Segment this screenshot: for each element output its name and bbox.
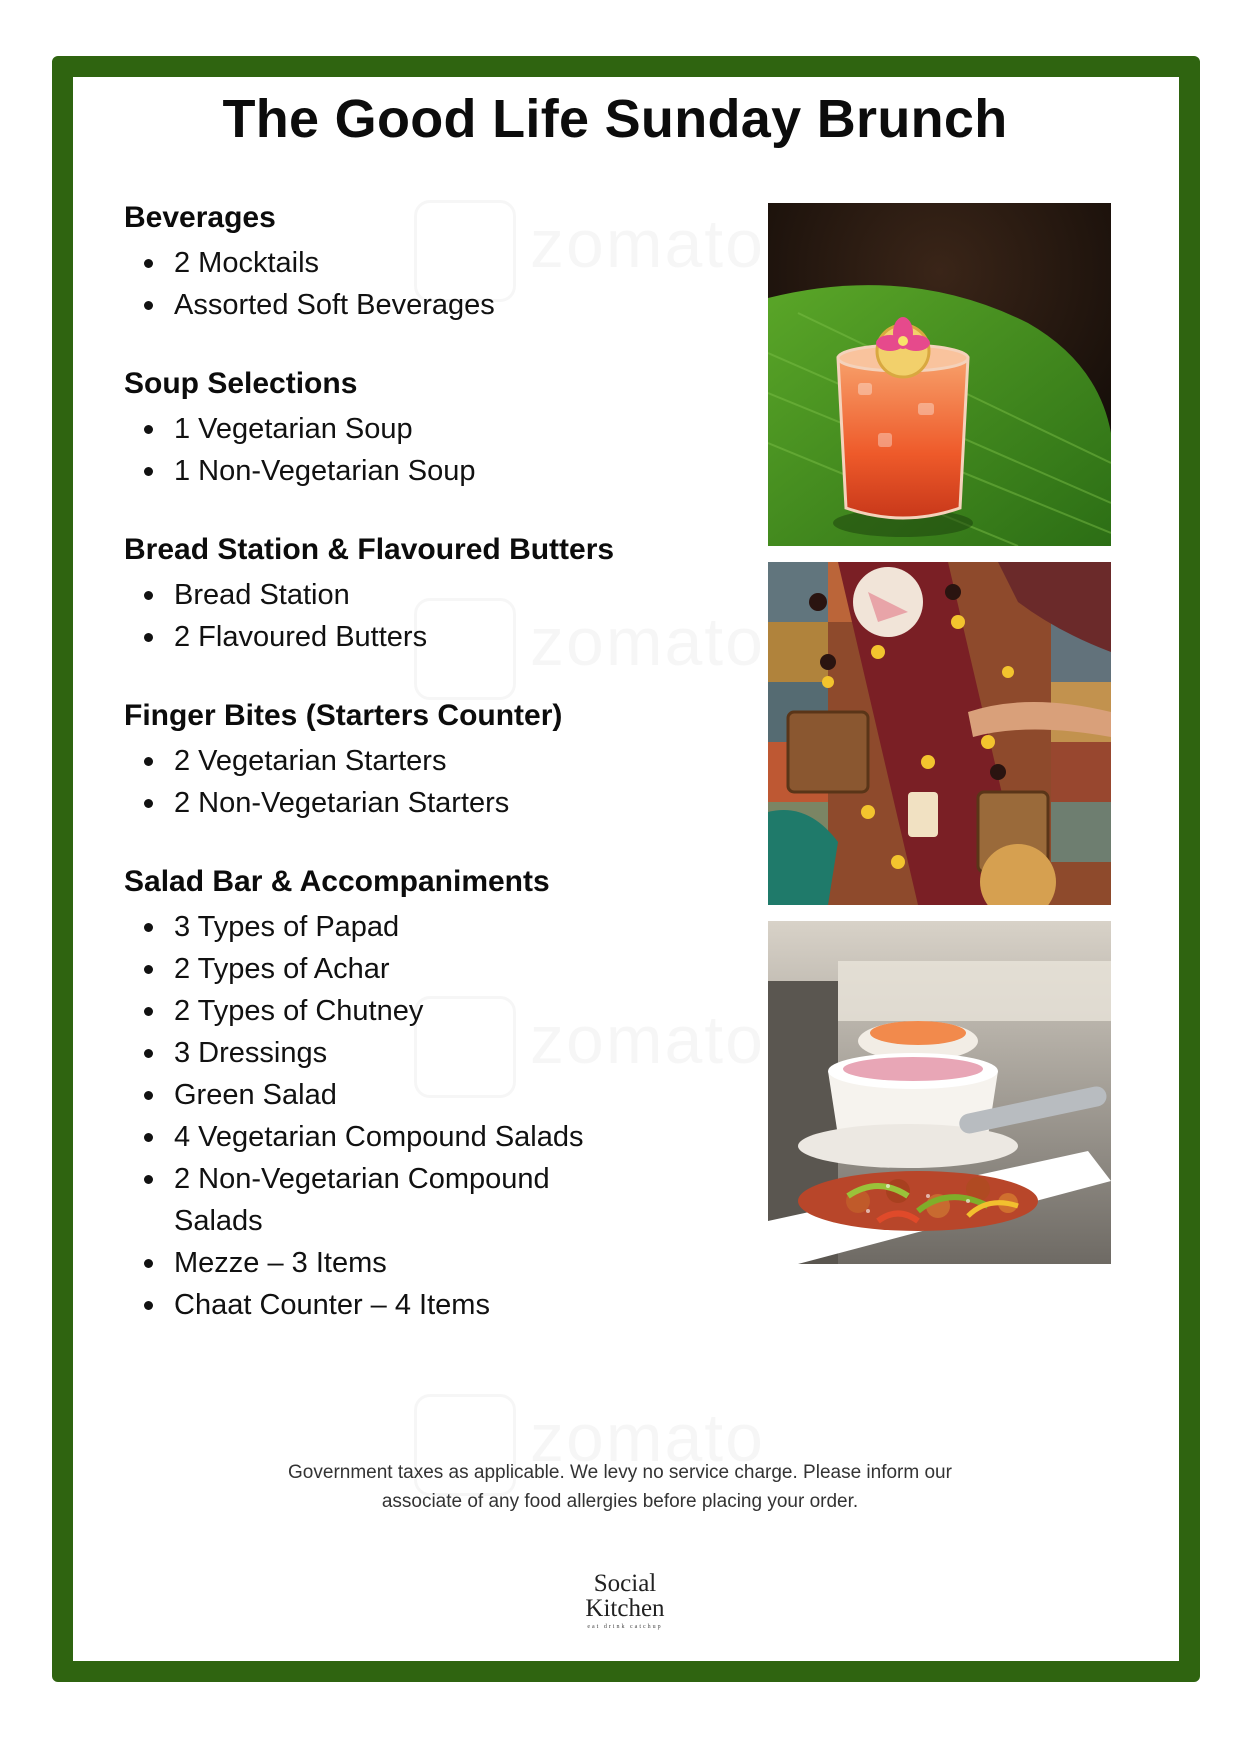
section-heading: Beverages	[124, 201, 276, 234]
logo-line-1: Social	[593, 1570, 657, 1597]
page-title: The Good Life Sunday Brunch	[222, 89, 1008, 149]
section-items	[124, 906, 724, 1326]
section-items	[124, 740, 724, 824]
bullet-icon	[144, 425, 153, 434]
list-item: Bread Station	[124, 574, 724, 616]
section-heading: Salad Bar & Accompaniments	[124, 865, 550, 898]
list-item: Chaat Counter – 4 Items	[124, 1284, 724, 1326]
menu-list	[124, 200, 724, 1366]
menu-section	[124, 200, 724, 326]
bullet-icon	[144, 1091, 153, 1100]
bullet-icon	[144, 1259, 153, 1268]
list-item: 3 Dressings	[124, 1032, 724, 1074]
bullet-icon	[144, 591, 153, 600]
bullet-icon	[144, 1049, 153, 1058]
list-item: 2 Types of Chutney	[124, 990, 724, 1032]
list-item: 2 Non-Vegetarian Starters	[124, 782, 724, 824]
bullet-icon	[144, 301, 153, 310]
social-kitchen-logo	[560, 1572, 690, 1630]
bullet-icon	[144, 1133, 153, 1142]
list-item: Green Salad	[124, 1074, 724, 1116]
list-item: 2 Types of Achar	[124, 948, 724, 990]
list-item: 2 Vegetarian Starters	[124, 740, 724, 782]
bullet-icon	[144, 633, 153, 642]
list-item: 2 Flavoured Butters	[124, 616, 724, 658]
list-item: 2 Mocktails	[124, 242, 724, 284]
logo-line-2: Kitchen	[585, 1595, 665, 1622]
section-items	[124, 574, 724, 658]
bullet-icon	[144, 1007, 153, 1016]
footer-line-2: associate of any food allergies before placing your order.	[381, 1491, 859, 1512]
list-item: 1 Vegetarian Soup	[124, 408, 724, 450]
list-item: 1 Non-Vegetarian Soup	[124, 450, 724, 492]
section-items	[124, 408, 724, 492]
bullet-icon	[144, 757, 153, 766]
menu-section	[124, 366, 724, 492]
list-item: 3 Types of Papad	[124, 906, 724, 948]
section-heading: Bread Station & Flavoured Butters	[124, 533, 615, 566]
menu-section	[124, 532, 724, 658]
bullet-icon	[144, 259, 153, 268]
section-heading: Finger Bites (Starters Counter)	[124, 699, 563, 732]
bullet-icon	[144, 467, 153, 476]
list-item: 2 Non-Vegetarian Compound Salads	[124, 1158, 724, 1242]
footer-disclaimer	[180, 1458, 1060, 1516]
menu-section	[124, 864, 724, 1326]
menu-section	[124, 698, 724, 824]
bullet-icon	[144, 965, 153, 974]
table-spread-photo	[768, 562, 1111, 905]
bullet-icon	[144, 799, 153, 808]
logo-tagline: eat drink catchup	[587, 1624, 663, 1630]
footer-line-1: Government taxes as applicable. We levy no service charge. Please inform our	[288, 1462, 952, 1483]
bullet-icon	[144, 1301, 153, 1310]
section-items	[124, 242, 724, 326]
section-heading: Soup Selections	[124, 367, 358, 400]
list-item: Assorted Soft Beverages	[124, 284, 724, 326]
bullet-icon	[144, 1175, 153, 1184]
bullet-icon	[144, 923, 153, 932]
mocktail-photo	[768, 203, 1111, 546]
list-item: 4 Vegetarian Compound Salads	[124, 1116, 724, 1158]
buffet-photo	[768, 921, 1111, 1264]
list-item: Mezze – 3 Items	[124, 1242, 724, 1284]
